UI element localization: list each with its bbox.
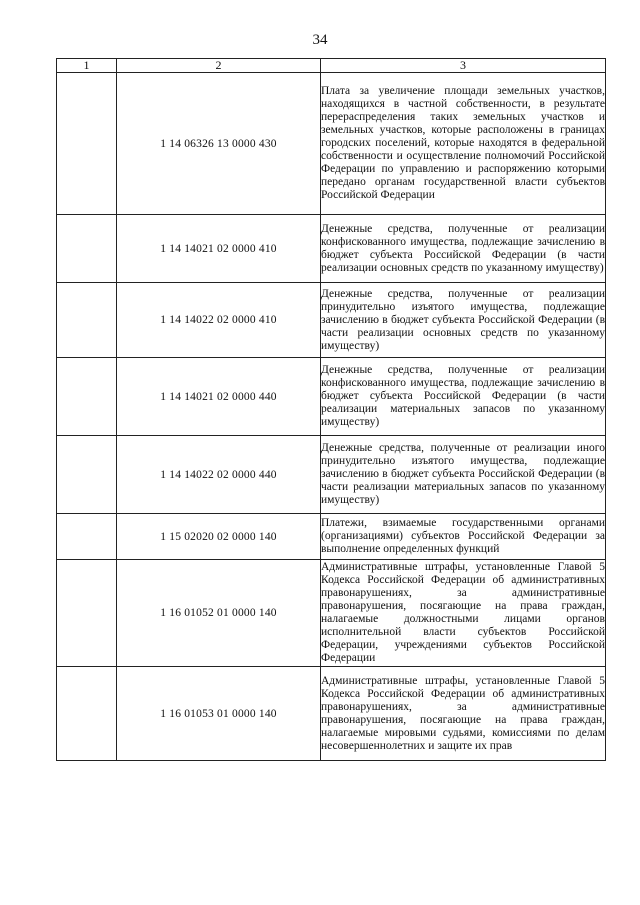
budget-code-cell: 1 14 14022 02 0000 410 [117,283,321,358]
header-col-2: 2 [117,59,321,73]
budget-code-cell: 1 16 01052 01 0000 140 [117,560,321,667]
row-number-cell [57,73,117,215]
table-row [57,667,606,761]
table-row [57,358,606,436]
header-col-1: 1 [57,59,117,73]
budget-code-cell: 1 14 14021 02 0000 440 [117,358,321,436]
description-cell: Административные штрафы, установленные Главой 5 Кодекса Российской Федерации об административных правонарушениях, за административные правонарушения, посягающие на права граждан, налагаемые должностными лицами органов исполнительной власти субъектов Российской Федерации, учреждениями субъектов Российской Федерации [321,560,606,667]
budget-code-cell: 1 14 14021 02 0000 410 [117,215,321,283]
description-cell: Денежные средства, полученные от реализации иного принудительно изъятого имущества, подлежащие зачислению в бюджет субъекта Российской Федерации (в части реализации материальных запасов по указанному имуществу) [321,436,606,514]
table-row [57,215,606,283]
description-cell: Денежные средства, полученные от реализации принудительно изъятого имущества, подлежащие зачислению в бюджет субъекта Российской Федерации (в части реализации основных средств по указанному имуществу) [321,283,606,358]
table-row [57,514,606,560]
table-row [57,283,606,358]
row-number-cell [57,667,117,761]
row-number-cell [57,283,117,358]
header-col-3: 3 [321,59,606,73]
description-cell: Денежные средства, полученные от реализации конфискованного имущества, подлежащие зачислению в бюджет субъекта Российской Федерации (в части реализации материальных запасов по указанному имуществу) [321,358,606,436]
page-number: 34 [312,32,328,48]
table-row [57,560,606,667]
revenue-codes-table [56,58,606,761]
row-number-cell [57,358,117,436]
description-cell: Плата за увеличение площади земельных участков, находящихся в частной собственности, в результате перераспределения таких земельных участков и земельных участков, которые расположены в границах городских поселений, которые находятся в федеральной собственности и осуществление полномочий Российской Федерации по управлению и распоряжению которыми передано органам государственной власти субъектов Российской Федерации [321,73,606,215]
table-row [57,436,606,514]
budget-code-cell: 1 16 01053 01 0000 140 [117,667,321,761]
description-cell: Административные штрафы, установленные Главой 5 Кодекса Российской Федерации об административных правонарушениях, за административные правонарушения, посягающие на права граждан, налагаемые мировыми судьями, комиссиями по делам несовершеннолетних и защите их прав [321,667,606,761]
table-header-row [57,59,606,73]
table-row [57,73,606,215]
budget-code-cell: 1 14 14022 02 0000 440 [117,436,321,514]
budget-code-cell: 1 15 02020 02 0000 140 [117,514,321,560]
description-cell: Денежные средства, полученные от реализации конфискованного имущества, подлежащие зачислению в бюджет субъекта Российской Федерации (в части реализации основных средств по указанному имуществу) [321,215,606,283]
description-cell: Платежи, взимаемые государственными органами (организациями) субъектов Российской Федерации за выполнение определенных функций [321,514,606,560]
row-number-cell [57,514,117,560]
row-number-cell [57,560,117,667]
row-number-cell [57,436,117,514]
row-number-cell [57,215,117,283]
budget-code-cell: 1 14 06326 13 0000 430 [117,73,321,215]
